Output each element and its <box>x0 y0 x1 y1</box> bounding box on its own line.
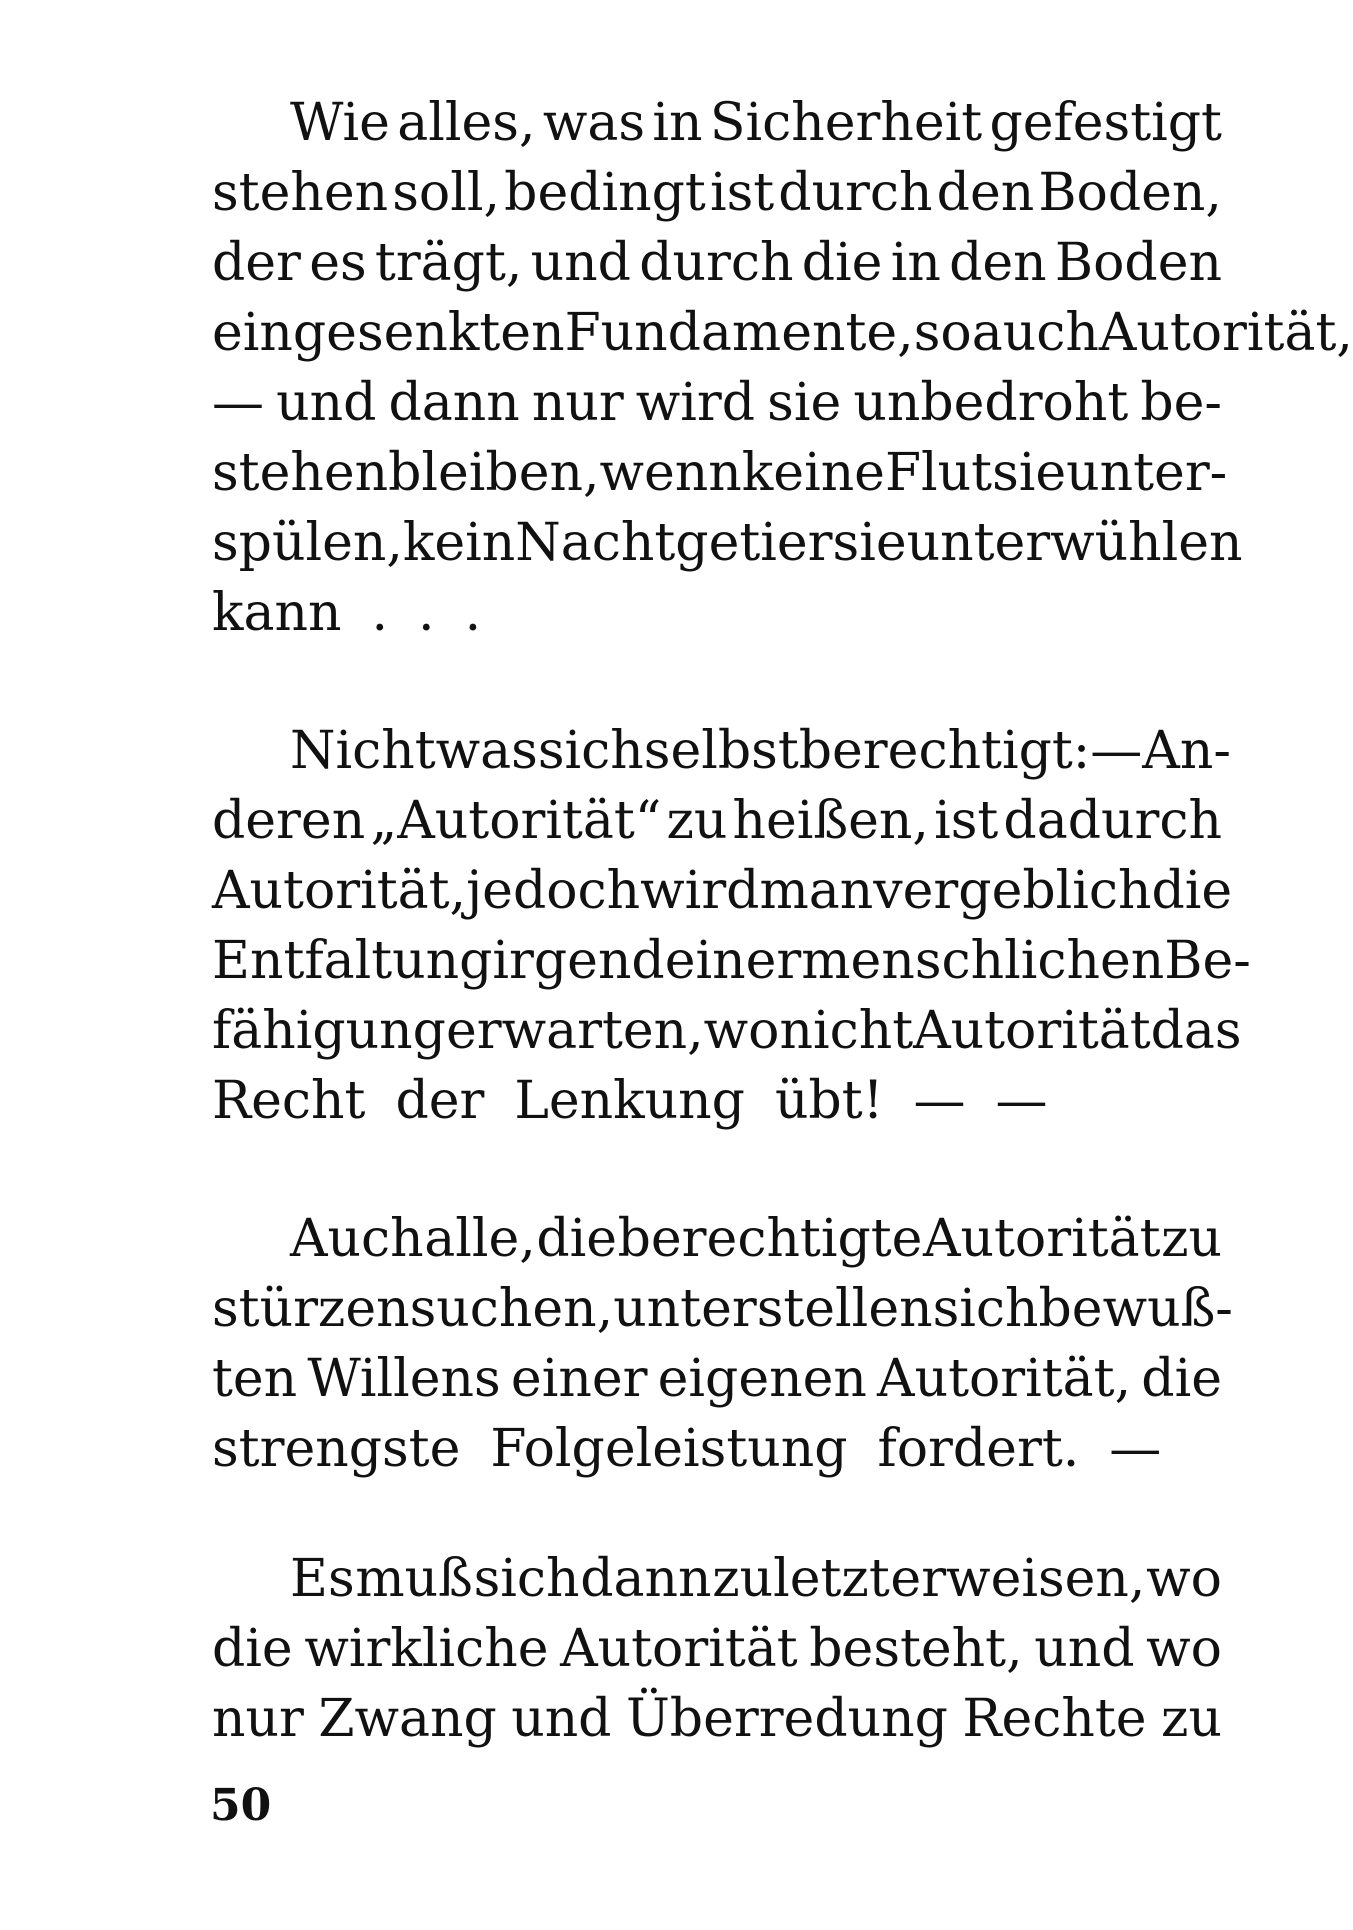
word: menschlichen <box>801 931 1165 991</box>
text-line <box>212 1204 1222 1274</box>
word: stürzen <box>212 1279 410 1339</box>
word: unter- <box>1066 443 1228 503</box>
word: bewuß- <box>1038 1279 1233 1339</box>
word: nur <box>212 1689 304 1749</box>
word: und <box>276 373 377 433</box>
word: kann <box>212 583 342 643</box>
text-line <box>212 856 1233 926</box>
word: deren <box>212 791 366 851</box>
word: gefestigt <box>989 93 1222 153</box>
body-text <box>212 88 1353 1754</box>
word: bedingt <box>504 163 706 223</box>
word: wird <box>635 373 756 433</box>
word: sich <box>932 1279 1039 1339</box>
word: nur <box>531 373 624 433</box>
word: die <box>1151 861 1233 921</box>
word: alles, <box>397 93 536 153</box>
word: bleiben, <box>388 443 600 503</box>
text-line <box>212 1544 1222 1614</box>
word: selbst <box>643 721 799 781</box>
word: . <box>464 583 482 643</box>
word: wirkliche <box>304 1619 549 1679</box>
word: die <box>801 233 883 293</box>
text-line <box>212 508 1243 578</box>
word: wo <box>1146 1619 1222 1679</box>
word: Autorität <box>560 1619 798 1679</box>
word: Recht <box>212 1071 366 1131</box>
word: „Autorität“ <box>370 791 662 851</box>
word: soll, <box>392 163 501 223</box>
word: Folgeleistung <box>490 1419 848 1479</box>
word: irgend <box>492 931 665 991</box>
word: erweisen, <box>890 1549 1146 1609</box>
word: stehen <box>212 163 389 223</box>
word: zu <box>666 791 728 851</box>
word: der <box>395 1071 485 1131</box>
text-line <box>212 158 1222 228</box>
word: was <box>435 721 538 781</box>
word: das <box>1150 1001 1242 1061</box>
word: die <box>212 1619 293 1679</box>
word: einer <box>664 931 802 991</box>
word: fähigung <box>212 1001 446 1061</box>
text-line <box>212 1414 1222 1484</box>
word: Willens <box>307 1349 501 1409</box>
word: ist <box>709 163 775 223</box>
word: berechtigte <box>617 1209 923 1269</box>
word: — <box>212 373 264 433</box>
word: spülen, <box>212 513 403 573</box>
word: unterstellen <box>613 1279 933 1339</box>
word: nicht <box>779 1001 914 1061</box>
word: . <box>418 583 435 643</box>
word: Boden <box>1054 233 1222 293</box>
word: übt! <box>774 1071 884 1131</box>
word: in <box>652 93 703 153</box>
word: in <box>890 233 941 293</box>
word: vergeblich <box>873 861 1152 921</box>
word: unterwühlen <box>906 513 1243 573</box>
text-line <box>212 786 1222 856</box>
text-line <box>212 298 1353 368</box>
word: — <box>1090 721 1143 781</box>
word: Nicht <box>290 721 436 781</box>
word: Autorität, <box>1098 303 1353 363</box>
word: zu <box>1161 1689 1222 1749</box>
word: sie <box>832 513 907 573</box>
word: dadurch <box>1003 791 1222 851</box>
word: dann <box>388 373 520 433</box>
text-line <box>212 1066 1222 1136</box>
word: Überredung <box>625 1689 948 1749</box>
word: wo <box>1146 1549 1222 1609</box>
word: sich <box>473 1549 580 1609</box>
word: ist <box>934 791 999 851</box>
word: — <box>995 1071 1048 1131</box>
word: und <box>511 1689 612 1749</box>
word: fordert. <box>877 1419 1080 1479</box>
word: An- <box>1142 721 1231 781</box>
word: eigenen <box>657 1349 867 1409</box>
word: erwarten, <box>445 1001 704 1061</box>
page-number: 50 <box>210 1780 272 1831</box>
word: eingesenkten <box>212 303 565 363</box>
word: Autorität <box>913 1001 1151 1061</box>
word: trägt, <box>374 233 523 293</box>
text-line <box>212 1614 1222 1684</box>
text-line <box>212 88 1222 158</box>
word: besteht, <box>809 1619 1023 1679</box>
word: kein <box>402 513 516 573</box>
word: sie <box>767 373 842 433</box>
word: . <box>371 583 389 643</box>
word: Lenkung <box>514 1071 745 1131</box>
word: Autorität <box>922 1209 1161 1269</box>
word: man <box>759 861 874 921</box>
word: sie <box>992 443 1067 503</box>
word: Autorität, <box>212 861 467 921</box>
word: be- <box>1140 373 1222 433</box>
word: Autorität, <box>877 1349 1132 1409</box>
text-line <box>212 1344 1222 1414</box>
word: durch <box>639 233 794 293</box>
word: — <box>913 1071 966 1131</box>
word: keine <box>741 443 885 503</box>
word: Sicherheit <box>709 93 983 153</box>
text-line <box>212 1684 1222 1754</box>
word: ten <box>212 1349 298 1409</box>
word: muß <box>355 1549 473 1609</box>
text-line <box>212 926 1251 996</box>
word: der <box>212 233 301 293</box>
word: auch <box>971 303 1099 363</box>
word: Nachtgetier <box>515 513 833 573</box>
word: zu <box>1161 1209 1222 1269</box>
word: und <box>1034 1619 1135 1679</box>
text-line <box>212 1274 1233 1344</box>
word: berechtigt: <box>798 721 1091 781</box>
word: sich <box>537 721 644 781</box>
word: unbedroht <box>853 373 1129 433</box>
word: durch <box>778 163 933 223</box>
text-line <box>212 368 1222 438</box>
word: jedoch <box>466 861 641 921</box>
word: Es <box>290 1549 355 1609</box>
text-line <box>212 228 1222 298</box>
word: Be- <box>1164 931 1251 991</box>
text-line <box>212 716 1231 786</box>
word: zuletzt <box>712 1549 890 1609</box>
text-line <box>212 578 1222 648</box>
word: stehen <box>212 443 389 503</box>
word: so <box>913 303 972 363</box>
word: es <box>309 233 367 293</box>
word: die <box>1141 1349 1222 1409</box>
word: wo <box>703 1001 780 1061</box>
word: dann <box>580 1549 712 1609</box>
word: — <box>1109 1419 1162 1479</box>
word: suchen, <box>409 1279 614 1339</box>
word: Rechte <box>962 1689 1147 1749</box>
text-line <box>212 438 1228 508</box>
text-line <box>212 996 1242 1066</box>
word: Wie <box>290 93 390 153</box>
word: Entfaltung <box>212 931 493 991</box>
word: Zwang <box>318 1689 497 1749</box>
word: Flut <box>884 443 993 503</box>
word: den <box>936 163 1035 223</box>
word: alle, <box>424 1209 536 1269</box>
word: was <box>542 93 646 153</box>
word: wird <box>640 861 760 921</box>
word: wenn <box>599 443 742 503</box>
word: Fundamente, <box>564 303 914 363</box>
word: Auch <box>290 1209 424 1269</box>
word: und <box>530 233 631 293</box>
word: einer <box>510 1349 648 1409</box>
word: Boden, <box>1038 163 1222 223</box>
word: heißen, <box>732 791 929 851</box>
word: strengste <box>212 1419 461 1479</box>
word: den <box>949 233 1047 293</box>
word: die <box>536 1209 618 1269</box>
